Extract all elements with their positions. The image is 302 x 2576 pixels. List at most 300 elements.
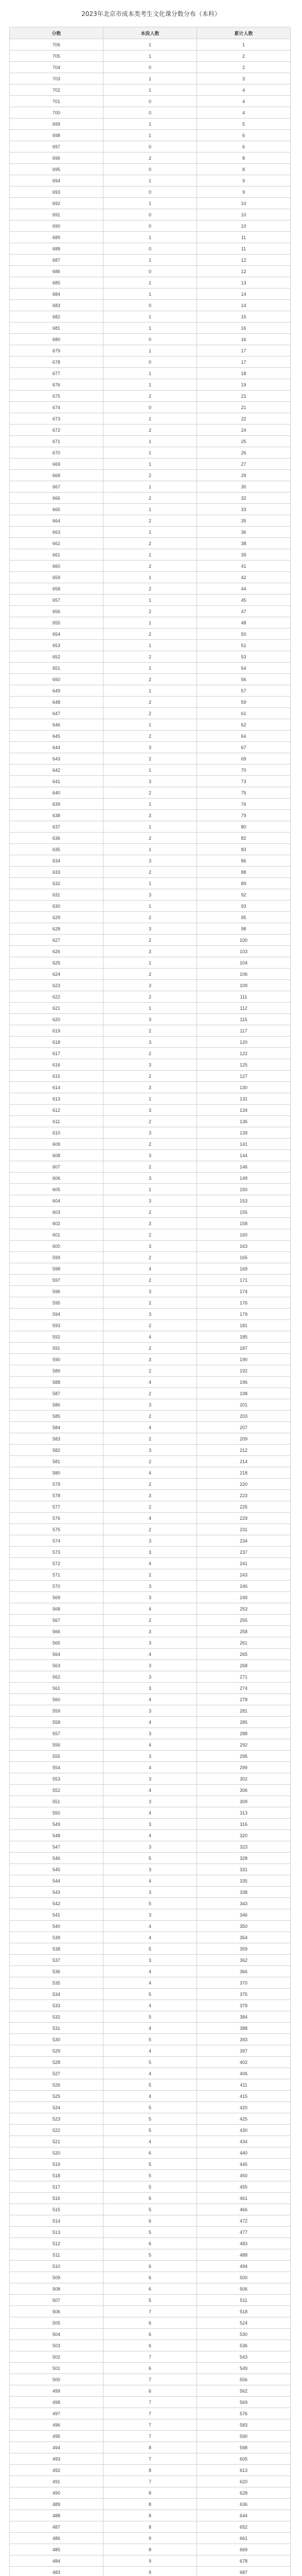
- cell-score: 537: [10, 1955, 103, 1966]
- cell-score: 631: [10, 889, 103, 901]
- table-row: [10, 2034, 291, 2045]
- table-row: [10, 1875, 291, 1887]
- cell-segment-count: 1: [103, 549, 197, 561]
- cell-cumulative-count: 207: [197, 1422, 291, 1433]
- cell-score: 544: [10, 1875, 103, 1887]
- cell-segment-count: 2: [103, 1048, 197, 1059]
- cell-segment-count: 4: [103, 1762, 197, 1773]
- table-row: [10, 1490, 291, 1501]
- score-distribution-table: [9, 27, 291, 2576]
- cell-segment-count: 1: [103, 379, 197, 391]
- table-row: [10, 289, 291, 300]
- cell-segment-count: 1: [103, 459, 197, 470]
- cell-score: 666: [10, 493, 103, 504]
- cell-score: 578: [10, 1490, 103, 1501]
- cell-segment-count: 2: [103, 629, 197, 640]
- table-row: [10, 889, 291, 901]
- cell-score: 504: [10, 2329, 103, 2340]
- table-row: [10, 1195, 291, 1207]
- cell-cumulative-count: 359: [197, 1943, 291, 1955]
- cell-segment-count: 5: [103, 2170, 197, 2181]
- cell-score: 611: [10, 1116, 103, 1127]
- cell-cumulative-count: 5: [197, 118, 291, 130]
- cell-cumulative-count: 281: [197, 1705, 291, 1717]
- cell-segment-count: 1: [103, 481, 197, 493]
- cell-cumulative-count: 268: [197, 1660, 291, 1671]
- cell-segment-count: 1: [103, 595, 197, 606]
- cell-segment-count: 0: [103, 221, 197, 232]
- cell-segment-count: 3: [103, 1490, 197, 1501]
- cell-cumulative-count: 12: [197, 255, 291, 266]
- cell-cumulative-count: 181: [197, 1320, 291, 1331]
- table-row: [10, 2442, 291, 2453]
- cell-score: 563: [10, 1660, 103, 1671]
- table-row: [10, 2170, 291, 2181]
- table-row: [10, 2136, 291, 2147]
- cell-cumulative-count: 338: [197, 1887, 291, 1898]
- cell-cumulative-count: 88: [197, 867, 291, 878]
- cell-score: 500: [10, 2374, 103, 2385]
- score-table-container: [9, 27, 290, 2576]
- table-row: [10, 1003, 291, 1014]
- cell-score: 486: [10, 2533, 103, 2544]
- table-row: [10, 2510, 291, 2521]
- cell-segment-count: 2: [103, 1501, 197, 1513]
- cell-score: 672: [10, 425, 103, 436]
- cell-cumulative-count: 144: [197, 1150, 291, 1161]
- cell-score: 492: [10, 2465, 103, 2476]
- cell-cumulative-count: 362: [197, 1955, 291, 1966]
- cell-score: 696: [10, 152, 103, 164]
- cell-score: 702: [10, 84, 103, 96]
- cell-cumulative-count: 6: [197, 141, 291, 152]
- page-title: 2023年北京市成本类考生文化课分数分布（本科）: [81, 10, 221, 18]
- cell-cumulative-count: 100: [197, 935, 291, 946]
- cell-score: 560: [10, 1694, 103, 1705]
- table-row: [10, 855, 291, 867]
- cell-score: 675: [10, 391, 103, 402]
- table-row: [10, 209, 291, 221]
- cell-cumulative-count: 51: [197, 640, 291, 651]
- table-row: [10, 2476, 291, 2487]
- table-row: [10, 2159, 291, 2170]
- cell-cumulative-count: 506: [197, 2283, 291, 2295]
- cell-segment-count: 3: [103, 1683, 197, 1694]
- cell-score: 484: [10, 2555, 103, 2567]
- cell-cumulative-count: 590: [197, 2431, 291, 2442]
- cell-segment-count: 2: [103, 731, 197, 742]
- cell-cumulative-count: 628: [197, 2487, 291, 2499]
- cell-segment-count: 4: [103, 2045, 197, 2057]
- table-row: [10, 2204, 291, 2215]
- table-row: [10, 2533, 291, 2544]
- cell-segment-count: 1: [103, 527, 197, 538]
- cell-cumulative-count: 8: [197, 164, 291, 175]
- table-row: [10, 84, 291, 96]
- table-row: [10, 1841, 291, 1853]
- cell-cumulative-count: 83: [197, 844, 291, 855]
- cell-segment-count: 3: [103, 1637, 197, 1649]
- table-row: [10, 130, 291, 141]
- cell-cumulative-count: 271: [197, 1671, 291, 1683]
- cell-score: 659: [10, 572, 103, 583]
- table-row: [10, 481, 291, 493]
- table-row: [10, 1365, 291, 1377]
- table-row: [10, 957, 291, 969]
- cell-cumulative-count: 14: [197, 300, 291, 311]
- cell-segment-count: 1: [103, 232, 197, 243]
- cell-cumulative-count: 461: [197, 2193, 291, 2204]
- table-row: [10, 277, 291, 289]
- table-row: [10, 1989, 291, 2000]
- cell-segment-count: 4: [103, 1331, 197, 1343]
- table-row: [10, 2317, 291, 2329]
- cell-score: 559: [10, 1705, 103, 1717]
- cell-score: 527: [10, 2068, 103, 2079]
- table-row: [10, 1377, 291, 1388]
- table-row: [10, 221, 291, 232]
- cell-cumulative-count: 218: [197, 1467, 291, 1479]
- cell-segment-count: 9: [103, 2555, 197, 2567]
- cell-score: 568: [10, 1603, 103, 1615]
- cell-segment-count: 3: [103, 1751, 197, 1762]
- cell-segment-count: 7: [103, 2419, 197, 2431]
- cell-score: 621: [10, 1003, 103, 1014]
- cell-cumulative-count: 2: [197, 50, 291, 62]
- cell-cumulative-count: 8: [197, 152, 291, 164]
- table-row: [10, 493, 291, 504]
- cell-score: 494: [10, 2442, 103, 2453]
- cell-cumulative-count: 18: [197, 368, 291, 379]
- cell-segment-count: 6: [103, 2363, 197, 2374]
- cell-cumulative-count: 155: [197, 1207, 291, 1218]
- cell-score: 590: [10, 1354, 103, 1365]
- cell-segment-count: 4: [103, 2023, 197, 2034]
- cell-segment-count: 1: [103, 323, 197, 334]
- table-row: [10, 345, 291, 357]
- cell-cumulative-count: 500: [197, 2272, 291, 2283]
- cell-segment-count: 3: [103, 855, 197, 867]
- cell-cumulative-count: 174: [197, 1286, 291, 1297]
- cell-segment-count: 1: [103, 198, 197, 209]
- cell-segment-count: 4: [103, 2068, 197, 2079]
- table-row: [10, 243, 291, 255]
- cell-cumulative-count: 70: [197, 765, 291, 776]
- table-row: [10, 1524, 291, 1535]
- table-row: [10, 2385, 291, 2397]
- cell-cumulative-count: 201: [197, 1399, 291, 1411]
- cell-score: 541: [10, 1909, 103, 1921]
- cell-cumulative-count: 246: [197, 1581, 291, 1592]
- cell-score: 615: [10, 1071, 103, 1082]
- cell-score: 483: [10, 2567, 103, 2576]
- table-row: [10, 606, 291, 617]
- cell-score: 685: [10, 277, 103, 289]
- cell-cumulative-count: 237: [197, 1547, 291, 1558]
- table-row: [10, 1796, 291, 1807]
- cell-segment-count: 2: [103, 1275, 197, 1286]
- cell-cumulative-count: 261: [197, 1637, 291, 1649]
- cell-score: 610: [10, 1127, 103, 1139]
- cell-cumulative-count: 79: [197, 810, 291, 821]
- table-row: [10, 719, 291, 731]
- cell-score: 658: [10, 583, 103, 595]
- cell-cumulative-count: 62: [197, 719, 291, 731]
- table-row: [10, 391, 291, 402]
- table-row: [10, 1513, 291, 1524]
- cell-segment-count: 1: [103, 73, 197, 84]
- cell-cumulative-count: 109: [197, 980, 291, 991]
- cell-score: 630: [10, 901, 103, 912]
- table-row: [10, 1422, 291, 1433]
- table-row: [10, 1433, 291, 1445]
- cell-score: 533: [10, 2000, 103, 2011]
- cell-cumulative-count: 406: [197, 2068, 291, 2079]
- cell-cumulative-count: 41: [197, 561, 291, 572]
- table-row: [10, 118, 291, 130]
- cell-score: 597: [10, 1275, 103, 1286]
- cell-score: 505: [10, 2317, 103, 2329]
- table-row: [10, 198, 291, 209]
- cell-score: 571: [10, 1569, 103, 1581]
- cell-cumulative-count: 17: [197, 345, 291, 357]
- table-row: [10, 833, 291, 844]
- cell-segment-count: 5: [103, 2295, 197, 2306]
- cell-score: 605: [10, 1184, 103, 1195]
- table-row: [10, 1592, 291, 1603]
- cell-segment-count: 2: [103, 833, 197, 844]
- cell-score: 656: [10, 606, 103, 617]
- cell-score: 644: [10, 742, 103, 753]
- cell-cumulative-count: 44: [197, 583, 291, 595]
- cell-score: 502: [10, 2351, 103, 2363]
- cell-score: 705: [10, 50, 103, 62]
- cell-cumulative-count: 2: [197, 62, 291, 73]
- cell-score: 556: [10, 1739, 103, 1751]
- cell-segment-count: 6: [103, 2283, 197, 2295]
- cell-score: 512: [10, 2238, 103, 2249]
- cell-segment-count: 3: [103, 1059, 197, 1071]
- cell-score: 660: [10, 561, 103, 572]
- cell-score: 546: [10, 1853, 103, 1864]
- table-row: [10, 708, 291, 719]
- table-row: [10, 1660, 291, 1671]
- table-row: [10, 368, 291, 379]
- cell-segment-count: 0: [103, 300, 197, 311]
- cell-segment-count: 1: [103, 844, 197, 855]
- cell-cumulative-count: 12: [197, 266, 291, 277]
- cell-cumulative-count: 562: [197, 2385, 291, 2397]
- table-row: [10, 1830, 291, 1841]
- cell-segment-count: 1: [103, 663, 197, 674]
- cell-segment-count: 2: [103, 991, 197, 1003]
- table-row: [10, 583, 291, 595]
- cell-cumulative-count: 225: [197, 1501, 291, 1513]
- cell-cumulative-count: 9: [197, 175, 291, 187]
- cell-cumulative-count: 11: [197, 232, 291, 243]
- table-row: [10, 2113, 291, 2125]
- cell-segment-count: 8: [103, 2465, 197, 2476]
- cell-segment-count: 1: [103, 640, 197, 651]
- cell-score: 640: [10, 787, 103, 799]
- cell-segment-count: 1: [103, 50, 197, 62]
- cell-score: 501: [10, 2363, 103, 2374]
- cell-score: 604: [10, 1195, 103, 1207]
- table-row: [10, 901, 291, 912]
- cell-segment-count: 7: [103, 2453, 197, 2465]
- table-row: [10, 2238, 291, 2249]
- table-row: [10, 1105, 291, 1116]
- cell-cumulative-count: 384: [197, 2011, 291, 2023]
- cell-cumulative-count: 104: [197, 957, 291, 969]
- table-row: [10, 2555, 291, 2567]
- cell-segment-count: 4: [103, 1875, 197, 1887]
- cell-cumulative-count: 54: [197, 663, 291, 674]
- cell-segment-count: 3: [103, 1014, 197, 1025]
- cell-score: 547: [10, 1841, 103, 1853]
- cell-cumulative-count: 313: [197, 1807, 291, 1819]
- cell-cumulative-count: 76: [197, 799, 291, 810]
- table-row: [10, 2487, 291, 2499]
- cell-segment-count: 1: [103, 345, 197, 357]
- cell-score: 697: [10, 141, 103, 152]
- cell-segment-count: 2: [103, 697, 197, 708]
- cell-score: 689: [10, 232, 103, 243]
- table-row: [10, 504, 291, 515]
- cell-segment-count: 2: [103, 1207, 197, 1218]
- table-row: [10, 2023, 291, 2034]
- table-row: [10, 1569, 291, 1581]
- cell-segment-count: 6: [103, 2238, 197, 2249]
- table-row: [10, 2567, 291, 2576]
- cell-score: 508: [10, 2283, 103, 2295]
- cell-score: 617: [10, 1048, 103, 1059]
- cell-cumulative-count: 354: [197, 1932, 291, 1943]
- cell-segment-count: 8: [103, 2544, 197, 2555]
- cell-cumulative-count: 644: [197, 2510, 291, 2521]
- cell-score: 565: [10, 1637, 103, 1649]
- table-row: [10, 640, 291, 651]
- cell-segment-count: 2: [103, 1615, 197, 1626]
- table-row: [10, 685, 291, 697]
- cell-segment-count: 3: [103, 776, 197, 787]
- table-row: [10, 787, 291, 799]
- table-row: [10, 379, 291, 391]
- table-row: [10, 629, 291, 640]
- table-row: [10, 1535, 291, 1547]
- table-row: [10, 300, 291, 311]
- table-body: [10, 39, 291, 2576]
- cell-segment-count: 4: [103, 1807, 197, 1819]
- cell-cumulative-count: 25: [197, 436, 291, 447]
- cell-cumulative-count: 106: [197, 969, 291, 980]
- cell-cumulative-count: 185: [197, 1331, 291, 1343]
- table-row: [10, 742, 291, 753]
- table-row: [10, 2499, 291, 2510]
- cell-segment-count: 6: [103, 2261, 197, 2272]
- cell-score: 497: [10, 2408, 103, 2419]
- cell-cumulative-count: 488: [197, 2249, 291, 2261]
- cell-segment-count: 5: [103, 1898, 197, 1909]
- cell-cumulative-count: 661: [197, 2533, 291, 2544]
- cell-score: 576: [10, 1513, 103, 1524]
- table-row: [10, 2181, 291, 2193]
- cell-score: 665: [10, 504, 103, 515]
- cell-score: 688: [10, 243, 103, 255]
- cell-segment-count: 7: [103, 2351, 197, 2363]
- cell-segment-count: 5: [103, 2011, 197, 2023]
- cell-score: 633: [10, 867, 103, 878]
- cell-segment-count: 4: [103, 1785, 197, 1796]
- cell-segment-count: 2: [103, 152, 197, 164]
- cell-score: 526: [10, 2079, 103, 2091]
- table-row: [10, 515, 291, 527]
- cell-segment-count: 1: [103, 504, 197, 515]
- cell-score: 608: [10, 1150, 103, 1161]
- table-row: [10, 2397, 291, 2408]
- cell-cumulative-count: 69: [197, 753, 291, 765]
- table-row: [10, 1286, 291, 1297]
- cell-segment-count: 6: [103, 2147, 197, 2159]
- cell-segment-count: 3: [103, 1592, 197, 1603]
- cell-cumulative-count: 445: [197, 2159, 291, 2170]
- cell-cumulative-count: 45: [197, 595, 291, 606]
- cell-score: 635: [10, 844, 103, 855]
- table-row: [10, 1581, 291, 1592]
- cell-segment-count: 2: [103, 867, 197, 878]
- table-row: [10, 1649, 291, 1660]
- table-row: [10, 991, 291, 1003]
- cell-score: 521: [10, 2136, 103, 2147]
- cell-segment-count: 2: [103, 912, 197, 923]
- cell-score: 511: [10, 2249, 103, 2261]
- cell-score: 510: [10, 2261, 103, 2272]
- cell-cumulative-count: 241: [197, 1558, 291, 1569]
- cell-cumulative-count: 19: [197, 379, 291, 391]
- cell-segment-count: 3: [103, 1909, 197, 1921]
- cell-cumulative-count: 466: [197, 2204, 291, 2215]
- cell-score: 583: [10, 1433, 103, 1445]
- cell-cumulative-count: 9: [197, 187, 291, 198]
- cell-segment-count: 4: [103, 1977, 197, 1989]
- table-row: [10, 50, 291, 62]
- table-row: [10, 1705, 291, 1717]
- cell-cumulative-count: 536: [197, 2340, 291, 2351]
- cell-segment-count: 3: [103, 1082, 197, 1093]
- cell-cumulative-count: 518: [197, 2306, 291, 2317]
- cell-score: 582: [10, 1445, 103, 1456]
- header-cumulative-count: 累计人数: [197, 27, 291, 39]
- cell-score: 664: [10, 515, 103, 527]
- cell-segment-count: 1: [103, 130, 197, 141]
- cell-segment-count: 3: [103, 1728, 197, 1739]
- cell-score: 555: [10, 1751, 103, 1762]
- cell-segment-count: 7: [103, 2306, 197, 2317]
- cell-cumulative-count: 56: [197, 674, 291, 685]
- cell-cumulative-count: 61: [197, 708, 291, 719]
- cell-segment-count: 2: [103, 969, 197, 980]
- cell-cumulative-count: 120: [197, 1037, 291, 1048]
- cell-segment-count: 1: [103, 311, 197, 323]
- cell-cumulative-count: 366: [197, 1966, 291, 1977]
- cell-score: 654: [10, 629, 103, 640]
- table-row: [10, 844, 291, 855]
- cell-segment-count: 3: [103, 1955, 197, 1966]
- cell-segment-count: 6: [103, 2329, 197, 2340]
- cell-score: 525: [10, 2091, 103, 2102]
- cell-segment-count: 2: [103, 470, 197, 481]
- cell-cumulative-count: 4: [197, 96, 291, 107]
